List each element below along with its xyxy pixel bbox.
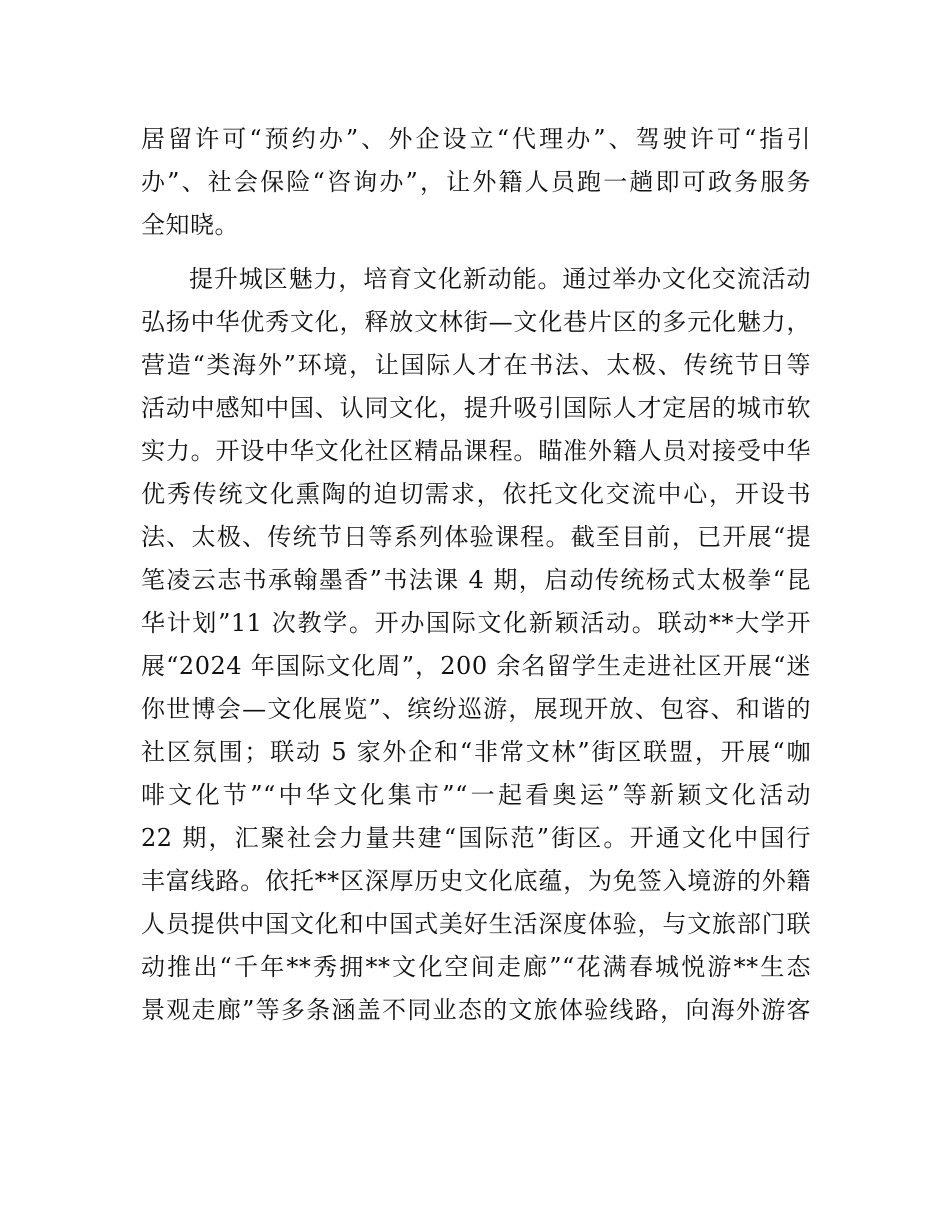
paragraph-line: 活动中感知中国、认同文化，提升吸引国际人才定居的城市软 [141,394,811,422]
paragraph-line: 弘扬中华优秀文化，释放文林街—文化巷片区的多元化魅力， [141,308,811,336]
paragraph-line: 营造“类海外”环境，让国际人才在书法、太极、传统节日等 [141,351,811,379]
paragraph-line: 展“2024 年国际文化周”，200 余名留学生走进社区开展“迷 [141,652,811,680]
paragraph-2 [141,258,811,1032]
paragraph-line: 啡文化节”“中华文化集市”“一起看奥运”等新颖文化活动 [141,781,811,809]
paragraph-line: 景观走廊”等多条涵盖不同业态的文旅体验线路，向海外游客 [141,996,811,1024]
paragraph-line: 笔凌云志书承翰墨香”书法课 4 期，启动传统杨式太极拳“昆 [141,566,811,594]
paragraph-line: 优秀传统文化熏陶的迫切需求，依托文化交流中心，开设书 [141,480,811,508]
paragraph-line: 丰富线路。依托**区深厚历史文化底蕴，为免签入境游的外籍 [141,867,811,895]
paragraph-line: 你世博会—文化展览”、缤纷巡游，展现开放、包容、和谐的 [141,695,811,723]
paragraph-line: 动推出“千年**秀拥**文化空间走廊”“花满春城悦游**生态 [141,953,811,981]
paragraph-line: 22 期，汇聚社会力量共建“国际范”街区。开通文化中国行 [141,824,811,852]
paragraph-line: 社区氛围；联动 5 家外企和“非常文林”街区联盟，开展“咖 [141,738,811,766]
paragraph-line: 人员提供中国文化和中国式美好生活深度体验，与文旅部门联 [141,910,811,938]
paragraph-line: 法、太极、传统节日等系列体验课程。截至目前，已开展“提 [141,523,811,551]
paragraph-line: 提升城区魅力，培育文化新动能。通过举办文化交流活动 [189,265,811,293]
paragraph-line: 实力。开设中华文化社区精品课程。瞄准外籍人员对接受中华 [141,437,811,465]
paragraph-line: 办”、社会保险“咨询办”，让外籍人员跑一趟即可政务服务 [141,168,811,196]
paragraph-line: 华计划”11 次教学。开办国际文化新颖活动。联动**大学开 [141,609,811,637]
paragraph-1 [141,118,811,247]
paragraph-line: 全知晓。 [141,211,239,239]
paragraph-line: 居留许可“预约办”、外企设立“代理办”、驾驶许可“指引 [141,125,811,153]
